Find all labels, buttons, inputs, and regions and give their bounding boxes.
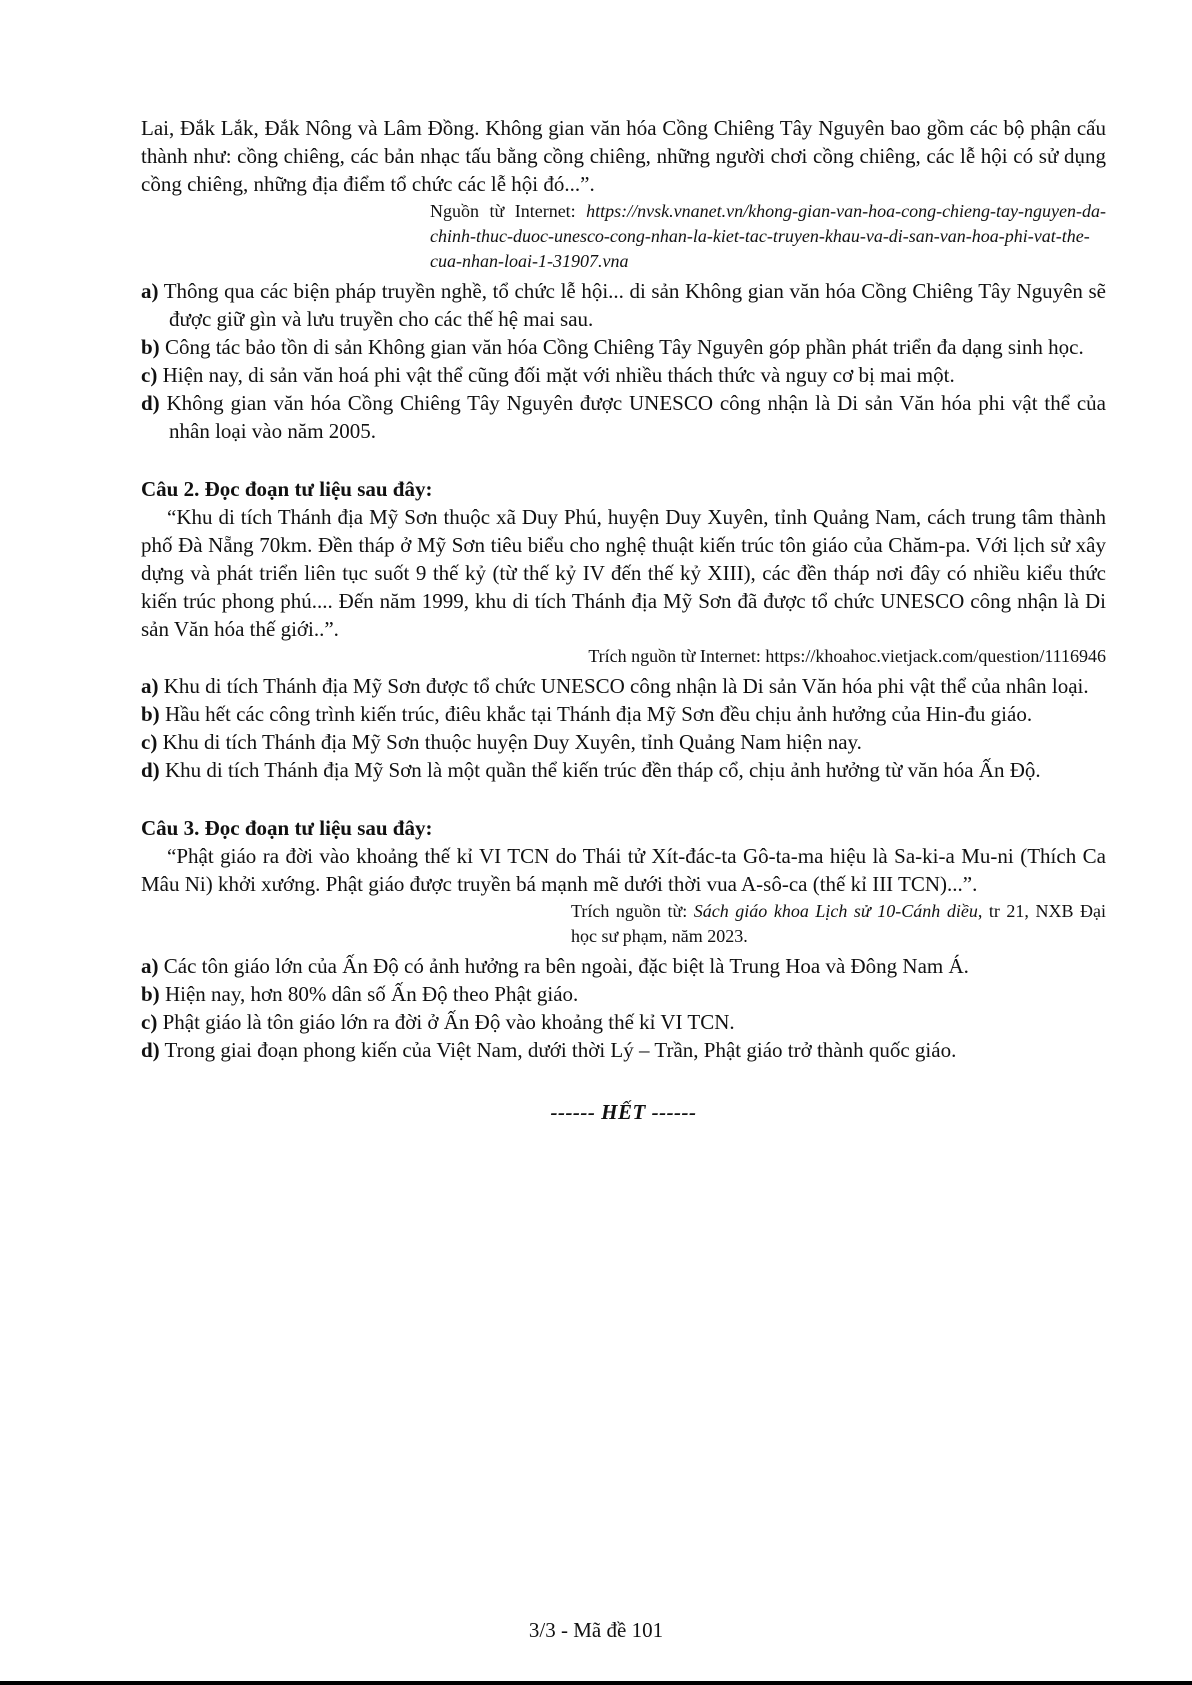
bottom-rule — [0, 1681, 1192, 1685]
q3-passage: “Phật giáo ra đời vào khoảng thế kỉ VI TCN do Thái tử Xít-đác-ta Gô-ta-ma hiệu là Sa-ki-a Mu-ni (Thích Ca Mâu Ni) khởi xướng. Phật giáo được truyền bá mạnh mẽ dưới thời vua A-sô-ca (thế kỉ III TCN)...”. — [141, 844, 1106, 896]
q1-option-a: a) Thông qua các biện pháp truyền nghề, tổ chức lễ hội... di sản Không gian văn hóa Cồng Chiêng Tây Nguyên sẽ được giữ gìn và lưu truyền cho các thế hệ mai sau. — [141, 279, 1106, 331]
q3-source: Trích nguồn từ: Sách giáo khoa Lịch sử 10-Cánh diều, tr 21, NXB Đại học sư phạm, năm 2023. — [571, 901, 1106, 946]
page-footer: 3/3 - Mã đề 101 — [528, 1618, 664, 1642]
q2-passage: “Khu di tích Thánh địa Mỹ Sơn thuộc xã Duy Phú, huyện Duy Xuyên, tỉnh Quảng Nam, cách trung tâm thành phố Đà Nẵng 70km. Đền tháp ở Mỹ Sơn tiêu biểu cho nghệ thuật kiến trúc tôn giáo của Chăm-pa. Với lịch sử xây dựng và phát triển liên tục suốt 9 thế kỷ (từ thế kỷ IV đến thế kỷ XIII), các đền tháp nơi đây có nhiều kiểu thức kiến trúc phong phú.... Đến năm 1999, khu di tích Thánh địa Mỹ Sơn đã được tổ chức UNESCO công nhận là Di sản Văn hóa thế giới..”. — [141, 505, 1106, 641]
q3-option-a: a) Các tôn giáo lớn của Ấn Độ có ảnh hưởng ra bên ngoài, đặc biệt là Trung Hoa và Đông Nam Á. — [141, 954, 969, 978]
q3-source-book: Sách giáo khoa Lịch sử 10-Cánh diều — [693, 901, 978, 921]
q1-option-d: d) Không gian văn hóa Cồng Chiêng Tây Nguyên được UNESCO công nhận là Di sản Văn hóa phi vật thể của nhân loại vào năm 2005. — [141, 391, 1106, 443]
q2-options — [141, 672, 1106, 784]
q1-source: Nguồn từ Internet: https://nvsk.vnanet.vn/khong-gian-van-hoa-cong-chieng-tay-nguyen-da-chinh-thuc-duoc-unesco-cong-nhan-la-kiet-tac-truyen-khau-va-di-san-van-hoa-phi-vat-the-cua-nhan-loai-1-31907.vna — [430, 201, 1106, 271]
q1-options — [141, 277, 1106, 445]
end-marker: ------ HẾT ------ — [550, 1100, 697, 1124]
q2-option-d: d) Khu di tích Thánh địa Mỹ Sơn là một quần thể kiến trúc đền tháp cổ, chịu ảnh hưởng từ văn hóa Ấn Độ. — [141, 758, 1041, 782]
q2-option-a: a) Khu di tích Thánh địa Mỹ Sơn được tổ chức UNESCO công nhận là Di sản Văn hóa phi vật thể của nhân loại. — [141, 674, 1089, 698]
q3-title: Câu 3. Đọc đoạn tư liệu sau đây: — [141, 816, 433, 840]
q2-source: Trích nguồn từ Internet: https://khoahoc.vietjack.com/question/1116946 — [588, 646, 1106, 666]
q1-source-link: https://nvsk.vnanet.vn/khong-gian-van-hoa-cong-chieng-tay-nguyen-da-chinh-thuc-duoc-unesco-cong-nhan-la-kiet-tac-truyen-khau-va-di-san-van-hoa-phi-vat-the-cua-nhan-loai-1-31907.vna — [430, 201, 1106, 271]
q2-title: Câu 2. Đọc đoạn tư liệu sau đây: — [141, 477, 433, 501]
q3-option-b: b) Hiện nay, hơn 80% dân số Ấn Độ theo Phật giáo. — [141, 982, 579, 1006]
q1-option-c: c) Hiện nay, di sản văn hoá phi vật thể cũng đối mặt với nhiều thách thức và nguy cơ bị mai một. — [141, 363, 955, 387]
q1-passage: Lai, Đắk Lắk, Đắk Nông và Lâm Đồng. Không gian văn hóa Cồng Chiêng Tây Nguyên bao gồm các bộ phận cấu thành như: cồng chiêng, các bản nhạc tấu bằng cồng chiêng, những người chơi cồng chiêng, các lễ hội có sử dụng cồng chiêng, những địa điểm tổ chức các lễ hội đó...”. — [141, 116, 1106, 196]
q2-option-b: b) Hầu hết các công trình kiến trúc, điêu khắc tại Thánh địa Mỹ Sơn đều chịu ảnh hưởng của Hin-đu giáo. — [141, 702, 1033, 726]
q3-option-c: c) Phật giáo là tôn giáo lớn ra đời ở Ấn Độ vào khoảng thế kỉ VI TCN. — [141, 1010, 735, 1034]
page-content — [141, 114, 1106, 1126]
q3-option-d: d) Trong giai đoạn phong kiến của Việt Nam, dưới thời Lý – Trần, Phật giáo trở thành quốc giáo. — [141, 1038, 957, 1062]
q3-options — [141, 952, 1106, 1064]
q1-option-b: b) Công tác bảo tồn di sản Không gian văn hóa Cồng Chiêng Tây Nguyên góp phần phát triển đa dạng sinh học. — [141, 335, 1084, 359]
q2-option-c: c) Khu di tích Thánh địa Mỹ Sơn thuộc huyện Duy Xuyên, tỉnh Quảng Nam hiện nay. — [141, 730, 862, 754]
